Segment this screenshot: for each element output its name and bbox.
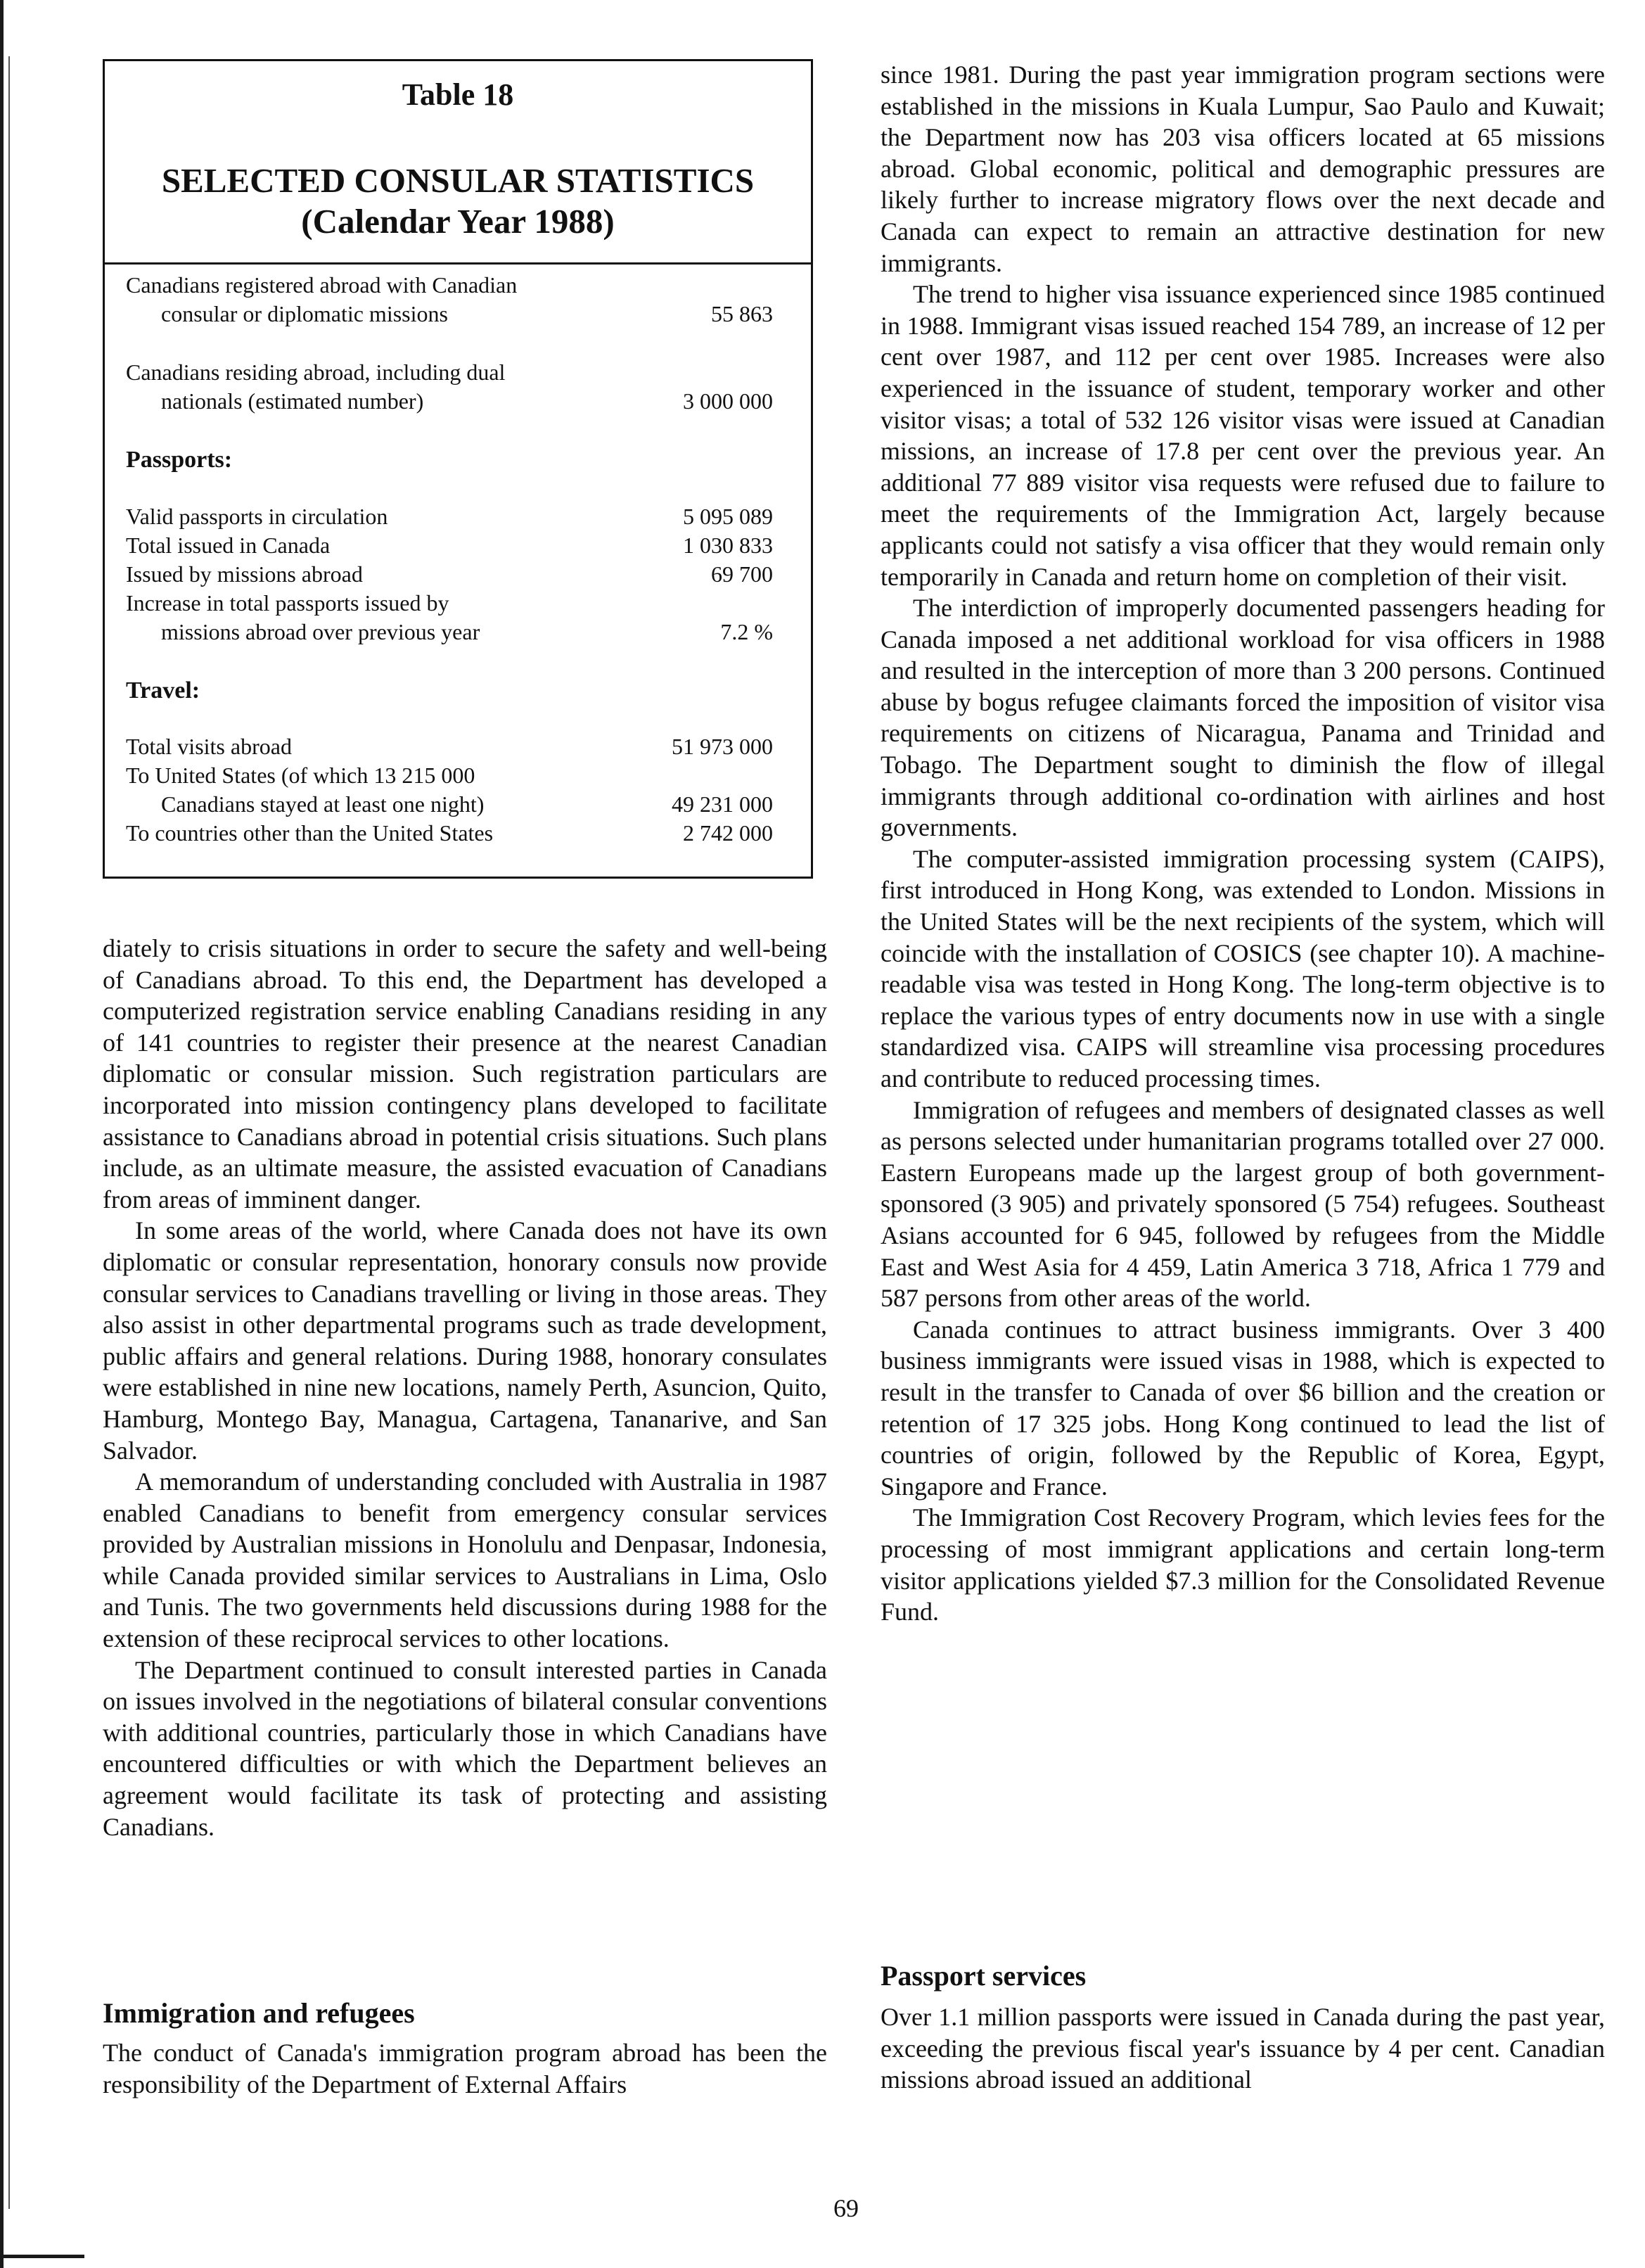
row-value: 69 700 bbox=[711, 561, 773, 587]
section-heading-passport-services: Passport services bbox=[881, 1960, 1087, 1992]
paragraph: In some areas of the world, where Canada does not have its own diplomatic or consular representation, honorary consuls now provide consular services to Canadians travelling or living in those areas. They also assist in other departmental programs such as trade development, public affairs and general relations. During 1988, honorary consulates were established in nine new locations, namely Perth, Asuncion, Quito, Hamburg, Montego Bay, Managua, Cartagena, Tananarive, and San Salvador. bbox=[103, 1216, 827, 1465]
row-value: 51 973 000 bbox=[672, 734, 773, 759]
row-label-cont: nationals (estimated number) bbox=[161, 388, 424, 414]
table-row bbox=[126, 819, 773, 848]
table-row bbox=[126, 761, 773, 819]
row-label: Canadians registered abroad with Canadian bbox=[126, 272, 518, 298]
paragraph: diately to crisis situations in order to secure the safety and well-being of Canadians abroad. To this end, the Department has developed a computerized registration service enabling Canadians residing in any of 141 countries to register their presence at the nearest Canadian diplomatic or consular mission. Such registration particulars are incorporated into mission contingency plans developed to facilitate assistance to Canadians abroad in potential crisis situations. Such plans include, as an ultimate measure, the assisted evacuation of Canadians from areas of imminent danger. bbox=[103, 934, 827, 1213]
paragraph: since 1981. During the past year immigration program sections were established in the missions in Kuala Lumpur, Sao Paulo and Kuwait; the Department now has 203 visa officers located at 65 missions abroad. Global economic, political and demographic pressures are likely further to increase migratory flows over the next decade and Canada can expect to remain an attractive destination for new immigrants. bbox=[881, 60, 1605, 277]
row-label: To United States (of which 13 215 000 bbox=[126, 763, 475, 788]
paragraph: The Department continued to consult interested parties in Canada on issues involved in the negotiations of bilateral consular conventions with additional countries, particularly those in which Canadians have encountered difficulties or with which the Department believes an agreement would facilitate its task of protecting and assisting Canadians. bbox=[103, 1655, 827, 1841]
row-label-cont: Canadians stayed at least one night) bbox=[161, 791, 485, 817]
table-row bbox=[126, 589, 773, 646]
left-column-text bbox=[103, 933, 827, 1842]
table-row bbox=[126, 358, 773, 416]
table-row bbox=[126, 560, 773, 589]
row-label: To countries other than the United States bbox=[126, 820, 494, 846]
left-column-tail bbox=[103, 2037, 827, 2100]
table-title: SELECTED CONSULAR STATISTICS bbox=[161, 161, 755, 200]
paragraph: The trend to higher visa issuance experienced since 1985 continued in 1988. Immigrant visas issued reached 154 789, an increase of 12 per cent over 1987, and 112 per cent over 1985. Increases were also experienced in the issuance of student, temporary worker and other visitor visas; a total of 532 126 visitor visas were issued at Canadian missions, an increase of 17.8 per cent over the previous year. An additional 77 889 visitor visa requests were refused due to failure to meet the requirements of the Immigration Act, largely because applicants could not satisfy a visa officer that they would remain only temporarily in Canada and return home on completion of their visit. bbox=[881, 280, 1605, 591]
paragraph: The conduct of Canada's immigration program abroad has been the responsibility of the Department of External Affairs bbox=[103, 2039, 827, 2098]
row-value: 3 000 000 bbox=[683, 388, 773, 414]
binding-edge-inner bbox=[8, 56, 10, 2209]
row-value: 7.2 % bbox=[720, 619, 773, 644]
binding-edge bbox=[0, 0, 4, 2268]
table-row bbox=[126, 502, 773, 531]
right-column-tail bbox=[881, 2001, 1605, 2096]
table-row bbox=[126, 531, 773, 560]
paragraph: Canada continues to attract business immigrants. Over 3 400 business immigrants were issued visas in 1988, which is expected to result in the transfer to Canada of over $6 billion and the creation or retention of 17 325 jobs. Hong Kong continued to lead the list of countries of origin, followed by the Republic of Korea, Egypt, Singapore and France. bbox=[881, 1315, 1605, 1501]
row-value: 2 742 000 bbox=[683, 820, 773, 846]
paragraph: The Immigration Cost Recovery Program, which levies fees for the processing of most immigrant applications and certain long-term visitor applications yielded $7.3 million for the Consolidated Revenue Fund. bbox=[881, 1503, 1605, 1626]
table-number: Table 18 bbox=[402, 77, 514, 112]
row-label: Total issued in Canada bbox=[126, 533, 331, 558]
paragraph: Over 1.1 million passports were issued in Canada during the past year, exceeding the previous fiscal year's issuance by 4 per cent. Canadian missions abroad issued an additional bbox=[881, 2003, 1605, 2094]
consular-statistics-table bbox=[103, 59, 813, 879]
row-label: Total visits abroad bbox=[126, 734, 292, 759]
table-row bbox=[126, 732, 773, 761]
row-label: Canadians residing abroad, including dual bbox=[126, 359, 506, 385]
paragraph: Immigration of refugees and members of designated classes as well as persons selected under humanitarian programs totalled over 27 000. Eastern Europeans made up the largest group of both government-sponsored (3 905) and privately sponsored (5 754) refugees. Southeast Asians accounted for 6 945, followed by refugees from the Middle East and West Asia for 4 459, Latin America 3 718, Africa 1 779 and 587 persons from other areas of the world. bbox=[881, 1095, 1605, 1313]
row-value: 55 863 bbox=[711, 301, 773, 326]
row-label: Increase in total passports issued by bbox=[126, 590, 449, 616]
table-header bbox=[105, 61, 811, 265]
row-value: 49 231 000 bbox=[672, 791, 773, 817]
row-label-cont: missions abroad over previous year bbox=[161, 619, 480, 644]
travel-heading: Travel: bbox=[126, 677, 200, 703]
row-value: 1 030 833 bbox=[683, 533, 773, 558]
page-number: 69 bbox=[833, 2194, 859, 2222]
binding-foot-mark bbox=[0, 2255, 84, 2258]
section-heading-immigration: Immigration and refugees bbox=[103, 1997, 415, 2029]
table-subtitle: (Calendar Year 1988) bbox=[301, 202, 615, 241]
right-column-text bbox=[881, 59, 1605, 1628]
paragraph: A memorandum of understanding concluded with Australia in 1987 enabled Canadians to benefit from emergency consular services provided by Australian missions in Honolulu and Denpasar, Indonesia, while Canada provided similar services to Australians in Lima, Oslo and Tunis. The two governments held discussions during 1988 for the extension of these reciprocal services to other locations. bbox=[103, 1467, 827, 1653]
passports-heading: Passports: bbox=[126, 447, 233, 473]
paragraph: The computer-assisted immigration processing system (CAIPS), first introduced in Hong Kong, was extended to London. Missions in the United States will be the next recipients of the system, which will coincide with the installation of COSICS (see chapter 10). A machine-readable visa was tested in Hong Kong. The long-term objective is to replace the various types of entry documents now in use with a single standardized visa. CAIPS will streamline visa processing procedures and contribute to reduced processing times. bbox=[881, 844, 1605, 1092]
row-label: Valid passports in circulation bbox=[126, 504, 388, 529]
table-row bbox=[126, 271, 773, 329]
row-value: 5 095 089 bbox=[683, 504, 773, 529]
paragraph: The interdiction of improperly documented passengers heading for Canada imposed a net additional workload for visa officers in 1988 and resulted in the interception of more than 3 200 persons. Continued abuse by bogus refugee claimants forced the imposition of visitor visa requirements on citizens of Nicaragua, Panama and Trinidad and Tobago. The Department sought to diminish the flow of illegal immigrants through additional co-ordination with airlines and host governments. bbox=[881, 594, 1605, 842]
row-label: Issued by missions abroad bbox=[126, 561, 363, 587]
row-label-cont: consular or diplomatic missions bbox=[161, 301, 448, 326]
